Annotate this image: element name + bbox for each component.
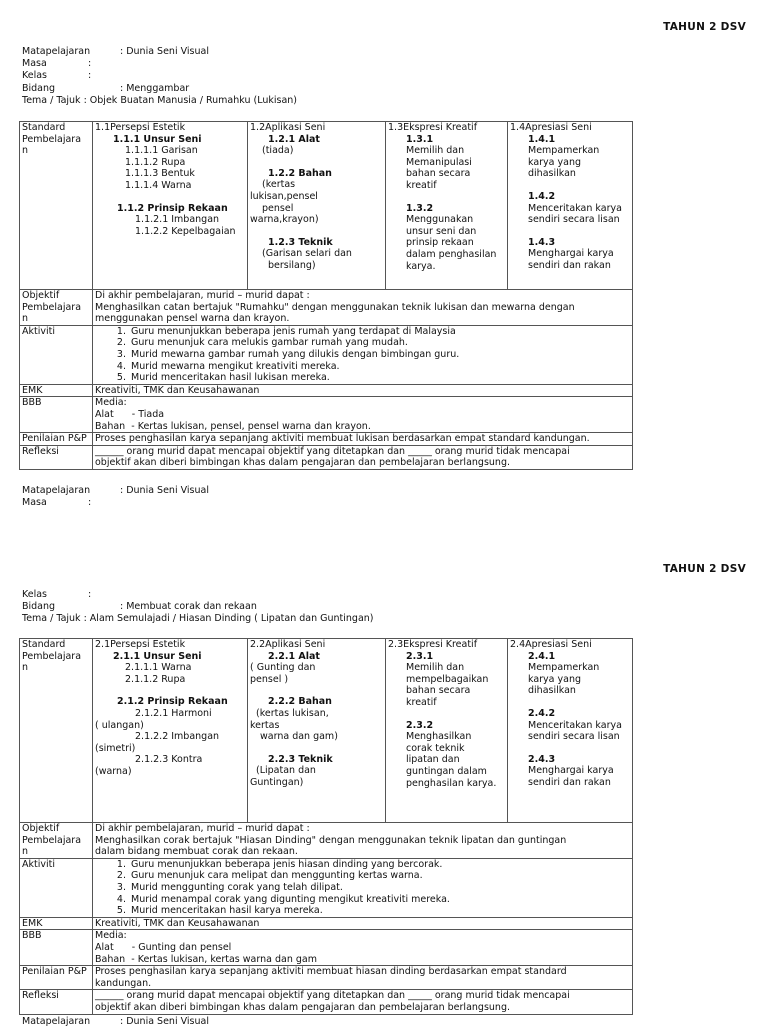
text-line: Menghasilkan catan bertajuk "Rumahku" dengan menggunakan teknik lukisan dan mewarna dengan	[95, 301, 575, 313]
text-line: ( ulangan)	[95, 719, 144, 731]
text-line: corak teknik	[406, 742, 465, 754]
masa-value: :	[88, 497, 92, 509]
subhead: 2.4.3	[528, 753, 556, 765]
kelas-value: :	[88, 589, 92, 600]
text-line: dihasilkan	[528, 685, 576, 697]
subhead: 1.4.2	[528, 190, 556, 202]
ekspresi-kreatif-cell	[386, 639, 508, 823]
subhead: 2.1.2 Prinsip Rekaan	[117, 696, 228, 708]
col-head: 2.4Apresiasi Seni	[510, 639, 592, 650]
text-line: Guntingan)	[250, 776, 304, 788]
text-line: Menghasilkan	[406, 731, 472, 743]
col-head: 1.4Apresiasi Seni	[510, 122, 592, 133]
kelas-label: Kelas	[22, 589, 48, 600]
tema-text: Tema / Tajuk : Objek Buatan Manusia / Rumahku (Lukisan)	[22, 94, 298, 106]
subhead: 2.2.2 Bahan	[268, 696, 332, 708]
text-line: pensel	[262, 202, 294, 214]
text-line: unsur seni dan	[406, 225, 477, 237]
text-line: (kertas	[262, 179, 296, 191]
aktiviti-cell	[93, 858, 633, 917]
aplikasi-seni-cell	[248, 122, 386, 290]
text-line: Menghargai karya	[528, 248, 614, 260]
text-line: (Garisan selari dan	[262, 248, 352, 260]
text-line: prinsip rekaan	[406, 237, 474, 249]
bidang-value: : Menggambar	[120, 82, 190, 94]
text-line: Alat - Gunting dan pensel	[95, 941, 232, 953]
objektif-label: Objektif Pembelajara n	[20, 823, 93, 859]
subhead: 1.4.3	[528, 236, 556, 248]
aktiviti-cell	[93, 325, 633, 384]
aktiviti-list	[95, 859, 630, 917]
footer-meta	[22, 1016, 722, 1028]
subhead: 2.2.3 Teknik	[268, 753, 333, 765]
text-line: sendiri secara lisan	[528, 731, 620, 743]
list-item: 4. Murid menampal corak yang digunting mengikut kreativiti mereka.	[129, 894, 630, 906]
masa-label: Masa	[22, 497, 47, 509]
list-item: 1.1.1.3 Bentuk	[125, 168, 195, 180]
list-item: 1. Guru menunjukkan beberapa jenis hiasan dinding yang bercorak.	[129, 859, 630, 871]
text-line: Di akhir pembelajaran, murid – murid dapat :	[95, 290, 310, 301]
col-head: 1.2Aplikasi Seni	[250, 122, 326, 133]
text-line: kreatif	[406, 696, 437, 708]
text-line: menggunakan pensel warna dan krayon.	[95, 313, 290, 325]
mata-value: : Dunia Seni Visual	[120, 1016, 209, 1027]
list-item: 2.1.2.2 Imbangan	[135, 731, 220, 743]
subhead: 1.2.3 Teknik	[268, 236, 333, 248]
col-head: 1.3Ekspresi Kreatif	[388, 122, 478, 133]
text-line: Memanipulasi	[406, 156, 472, 168]
apresiasi-seni-cell	[508, 122, 633, 290]
text-line: (warna)	[95, 765, 132, 777]
penilaian-cell	[93, 966, 633, 990]
list-item: 2. Guru menunjuk cara melipat dan menggunting kertas warna.	[129, 870, 630, 882]
subhead: 1.4.1	[528, 133, 556, 145]
aplikasi-seni-cell	[248, 639, 386, 823]
emk-label: EMK	[20, 917, 93, 930]
year-label-1: TAHUN 2 DSV	[663, 21, 746, 33]
text-line: mempelbagaikan	[406, 673, 489, 685]
objektif-cell	[93, 823, 633, 859]
text-line: Menggunakan	[406, 214, 474, 226]
bidang-value: : Membuat corak dan rekaan	[120, 601, 257, 613]
penilaian-label: Penilaian P&P	[20, 966, 93, 990]
text-line: kreatif	[406, 179, 437, 191]
subhead: 2.4.1	[528, 650, 556, 662]
text-line: Alat - Tiada	[95, 408, 165, 420]
text-line: bahan secara	[406, 168, 471, 180]
standard-label: Standard Pembelajara n	[20, 122, 93, 290]
subhead: 1.2.2 Bahan	[268, 167, 332, 179]
text-line: ______ orang murid dapat mencapai objektif yang ditetapkan dan _____ orang murid tidak mencapai	[95, 990, 570, 1002]
text-line: Menceritakan karya	[528, 202, 622, 214]
masa-value: :	[88, 58, 92, 70]
standard-label: Standard Pembelajara n	[20, 639, 93, 823]
refleksi-label: Refleksi	[20, 445, 93, 469]
text-line: warna dan gam)	[260, 731, 338, 743]
col-head: 2.3Ekspresi Kreatif	[388, 639, 478, 650]
col-head: 2.1Persepsi Estetik	[95, 639, 186, 650]
subhead: 1.1.2 Prinsip Rekaan	[117, 202, 228, 214]
text-line: Menghasilkan corak bertajuk "Hiasan Dinding" dengan menggunakan teknik lipatan dan guntingan	[95, 834, 567, 846]
persepsi-estetik-cell	[93, 639, 248, 823]
text-line: Media:	[95, 930, 127, 942]
refleksi-label: Refleksi	[20, 990, 93, 1014]
text-line: (kertas lukisan,	[256, 707, 329, 719]
refleksi-cell	[93, 990, 633, 1014]
text-line: guntingan dalam	[406, 765, 487, 777]
subhead: 1.1.1 Unsur Seni	[113, 133, 202, 145]
bidang-label: Bidang	[22, 601, 56, 613]
list-item: 3. Murid mewarna gambar rumah yang dilukis dengan bimbingan guru.	[129, 349, 630, 361]
bbb-cell	[93, 397, 633, 433]
text-line: kandungan.	[95, 977, 152, 989]
text-line: sendiri dan rakan	[528, 776, 611, 788]
list-item: 2. Guru menunjuk cara melukis gambar rumah yang mudah.	[129, 337, 630, 349]
subhead: 1.2.1 Alat	[268, 133, 320, 145]
aktiviti-label: Aktiviti	[20, 858, 93, 917]
objektif-cell	[93, 290, 633, 326]
lesson1-meta	[22, 46, 722, 107]
mata-label: Matapelajaran	[22, 485, 91, 496]
text-line: Media:	[95, 397, 127, 409]
emk-cell: Kreativiti, TMK dan Keusahawanan	[93, 917, 633, 930]
text-line: Menghargai karya	[528, 765, 614, 777]
between-meta	[22, 485, 722, 509]
text-line: sendiri dan rakan	[528, 259, 611, 271]
aktiviti-list	[95, 326, 630, 384]
text-line: penghasilan karya.	[406, 777, 497, 789]
list-item: 2.1.1.2 Rupa	[125, 673, 186, 685]
text-line: karya.	[406, 260, 436, 272]
subhead: 2.4.2	[528, 707, 556, 719]
text-line: (Lipatan dan	[256, 765, 316, 777]
list-item: 2.1.1.1 Warna	[125, 662, 192, 674]
text-line: karya yang	[528, 156, 582, 168]
tema-text: Tema / Tajuk : Alam Semulajadi / Hiasan Dinding ( Lipatan dan Guntingan)	[22, 613, 374, 625]
col-head: 2.2Aplikasi Seni	[250, 639, 326, 650]
year-label-2: TAHUN 2 DSV	[663, 563, 746, 575]
lesson1-plan-table	[19, 121, 633, 470]
list-item: 1.1.2.2 Kepelbagaian	[135, 225, 236, 237]
text-line: objektif akan diberi bimbingan khas dalam pengajaran dan pembelajaran berlangsung.	[95, 457, 510, 469]
text-line: Mempamerkan	[528, 662, 600, 674]
text-line: Memilih dan	[406, 145, 465, 157]
text-line: Memilih dan	[406, 662, 465, 674]
text-line: sendiri secara lisan	[528, 214, 620, 226]
lesson2-plan-table	[19, 638, 633, 1015]
list-item: 4. Murid mewarna mengikut kreativiti mereka.	[129, 361, 630, 373]
subhead: 2.3.1	[406, 650, 434, 662]
text-line: warna,krayon)	[250, 214, 319, 226]
text-line: Proses penghasilan karya sepanjang aktiviti membuat hiasan dinding berdasarkan empat standard	[95, 966, 567, 978]
subhead: 1.3.1	[406, 133, 434, 145]
emk-label: EMK	[20, 384, 93, 397]
bidang-label: Bidang	[22, 82, 56, 94]
subhead: 2.3.2	[406, 719, 434, 731]
text-line: dalam bidang membuat corak dan rekaan.	[95, 846, 298, 858]
subhead: 1.3.2	[406, 202, 434, 214]
persepsi-estetik-cell	[93, 122, 248, 290]
bbb-label: BBB	[20, 397, 93, 433]
mata-value: : Dunia Seni Visual	[120, 46, 209, 57]
list-item: 3. Murid menggunting corak yang telah dilipat.	[129, 882, 630, 894]
list-item: 2.1.2.3 Kontra	[135, 754, 203, 766]
text-line: objektif akan diberi bimbingan khas dalam pengajaran dan pembelajaran berlangsung.	[95, 1001, 510, 1013]
text-line: (tiada)	[262, 145, 294, 157]
emk-cell: Kreativiti, TMK dan Keusahawanan	[93, 384, 633, 397]
mata-label: Matapelajaran	[22, 1016, 91, 1027]
mata-value: : Dunia Seni Visual	[120, 485, 209, 496]
text-line: lipatan dan	[406, 754, 460, 766]
text-line: ( Gunting dan	[250, 662, 316, 674]
bbb-label: BBB	[20, 930, 93, 966]
col-head: 1.1Persepsi Estetik	[95, 122, 186, 133]
text-line: dalam penghasilan	[406, 248, 497, 260]
apresiasi-seni-cell	[508, 639, 633, 823]
list-item: 1.1.1.4 Warna	[125, 179, 192, 191]
kelas-value: :	[88, 70, 92, 82]
list-item: 5. Murid menceritakan hasil karya mereka.	[129, 905, 630, 917]
list-item: 1.1.1.2 Rupa	[125, 156, 186, 168]
refleksi-cell	[93, 445, 633, 469]
text-line: bahan secara	[406, 685, 471, 697]
bbb-cell	[93, 930, 633, 966]
objektif-label: Objektif Pembelajara n	[20, 290, 93, 326]
masa-label: Masa	[22, 58, 47, 70]
text-line: Bahan - Kertas lukisan, kertas warna dan gam	[95, 953, 317, 965]
lesson2-meta	[22, 589, 722, 626]
text-line: karya yang	[528, 673, 582, 685]
text-line: bersilang)	[268, 259, 316, 271]
subhead: 2.1.1 Unsur Seni	[113, 650, 202, 662]
text-line: ______ orang murid dapat mencapai objektif yang ditetapkan dan _____ orang murid tidak mencapai	[95, 445, 570, 457]
subhead: 2.2.1 Alat	[268, 650, 320, 662]
text-line: pensel )	[250, 673, 289, 685]
kelas-label: Kelas	[22, 70, 48, 82]
aktiviti-label: Aktiviti	[20, 325, 93, 384]
text-line: kertas	[250, 719, 280, 731]
list-item: 5. Murid menceritakan hasil lukisan mereka.	[129, 372, 630, 384]
text-line: Di akhir pembelajaran, murid – murid dapat :	[95, 823, 310, 834]
ekspresi-kreatif-cell	[386, 122, 508, 290]
text-line: Mempamerkan	[528, 145, 600, 157]
penilaian-label: Penilaian P&P	[20, 433, 93, 446]
list-item: 1.1.1.1 Garisan	[125, 145, 198, 157]
list-item: 2.1.2.1 Harmoni	[135, 707, 212, 719]
list-item: 1. Guru menunjukkan beberapa jenis rumah yang terdapat di Malaysia	[129, 326, 630, 338]
penilaian-cell: Proses penghasilan karya sepanjang aktiviti membuat lukisan berdasarkan empat standard kandungan.	[93, 433, 633, 446]
text-line: dihasilkan	[528, 168, 576, 180]
text-line: (simetri)	[95, 742, 136, 754]
mata-label: Matapelajaran	[22, 46, 91, 57]
text-line: Menceritakan karya	[528, 719, 622, 731]
text-line: lukisan,pensel	[250, 190, 318, 202]
list-item: 1.1.2.1 Imbangan	[135, 214, 220, 226]
text-line: Bahan - Kertas lukisan, pensel, pensel warna dan krayon.	[95, 420, 371, 432]
